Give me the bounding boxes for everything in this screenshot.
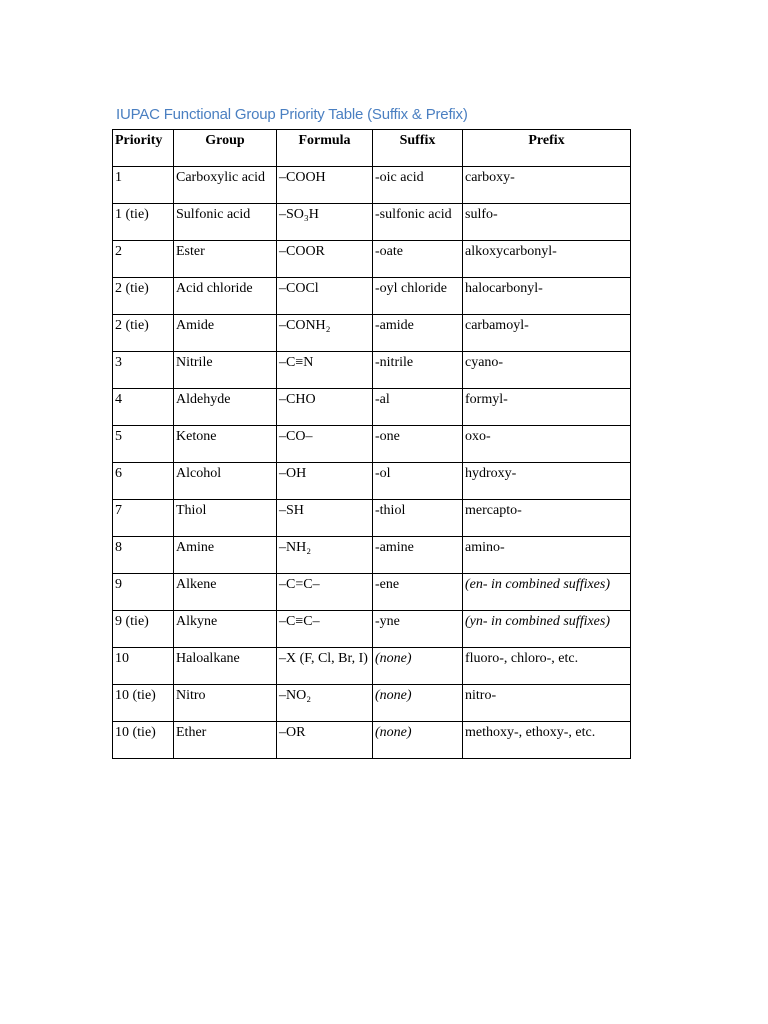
header-priority: Priority: [113, 130, 174, 167]
cell-prefix: fluoro-, chloro-, etc.: [463, 648, 631, 685]
cell-suffix: (none): [373, 648, 463, 685]
cell-priority: 2: [113, 241, 174, 278]
table-row: [113, 722, 631, 759]
cell-group: Thiol: [174, 500, 277, 537]
cell-group: Sulfonic acid: [174, 204, 277, 241]
cell-priority: 2 (tie): [113, 278, 174, 315]
cell-formula: –SO₃H: [277, 204, 373, 241]
table-row: [113, 315, 631, 352]
cell-prefix: carbamoyl-: [463, 315, 631, 352]
cell-suffix: (none): [373, 722, 463, 759]
header-suffix: Suffix: [373, 130, 463, 167]
cell-prefix: mercapto-: [463, 500, 631, 537]
document-title: IUPAC Functional Group Priority Table (Suffix & Prefix): [116, 106, 468, 123]
cell-priority: 10 (tie): [113, 722, 174, 759]
cell-suffix: -nitrile: [373, 352, 463, 389]
cell-formula: –SH: [277, 500, 373, 537]
cell-prefix: cyano-: [463, 352, 631, 389]
cell-group: Carboxylic acid: [174, 167, 277, 204]
cell-formula: –OR: [277, 722, 373, 759]
cell-suffix: -ol: [373, 463, 463, 500]
header-prefix: Prefix: [463, 130, 631, 167]
cell-prefix: hydroxy-: [463, 463, 631, 500]
cell-suffix: (none): [373, 685, 463, 722]
cell-prefix: sulfo-: [463, 204, 631, 241]
cell-group: Ester: [174, 241, 277, 278]
cell-prefix: amino-: [463, 537, 631, 574]
cell-priority: 8: [113, 537, 174, 574]
cell-prefix: formyl-: [463, 389, 631, 426]
cell-priority: 10 (tie): [113, 685, 174, 722]
cell-suffix: -oate: [373, 241, 463, 278]
cell-formula: –CHO: [277, 389, 373, 426]
cell-formula: –C=C–: [277, 574, 373, 611]
cell-group: Alkyne: [174, 611, 277, 648]
cell-formula: –X (F, Cl, Br, I): [277, 648, 373, 685]
cell-priority: 3: [113, 352, 174, 389]
table-row: [113, 685, 631, 722]
cell-prefix: carboxy-: [463, 167, 631, 204]
cell-prefix: methoxy-, ethoxy-, etc.: [463, 722, 631, 759]
table-row: [113, 241, 631, 278]
cell-priority: 1 (tie): [113, 204, 174, 241]
cell-prefix: alkoxycarbonyl-: [463, 241, 631, 278]
cell-prefix: (en- in combined suffixes): [463, 574, 631, 611]
table-row: [113, 463, 631, 500]
table-row: [113, 426, 631, 463]
table-row: [113, 278, 631, 315]
table-row: [113, 537, 631, 574]
cell-group: Nitrile: [174, 352, 277, 389]
cell-suffix: -ene: [373, 574, 463, 611]
cell-formula: –C≡C–: [277, 611, 373, 648]
table-row: [113, 389, 631, 426]
cell-priority: 10: [113, 648, 174, 685]
cell-suffix: -one: [373, 426, 463, 463]
cell-suffix: -amine: [373, 537, 463, 574]
cell-priority: 2 (tie): [113, 315, 174, 352]
cell-group: Amide: [174, 315, 277, 352]
cell-suffix: -oyl chloride: [373, 278, 463, 315]
table-header-row: [113, 130, 631, 167]
cell-group: Alkene: [174, 574, 277, 611]
cell-formula: –CONH₂: [277, 315, 373, 352]
cell-group: Ketone: [174, 426, 277, 463]
cell-priority: 9: [113, 574, 174, 611]
header-formula: Formula: [277, 130, 373, 167]
cell-group: Haloalkane: [174, 648, 277, 685]
cell-priority: 9 (tie): [113, 611, 174, 648]
header-group: Group: [174, 130, 277, 167]
table-body: [113, 167, 631, 759]
cell-formula: –CO–: [277, 426, 373, 463]
cell-group: Nitro: [174, 685, 277, 722]
cell-formula: –NO₂: [277, 685, 373, 722]
cell-group: Acid chloride: [174, 278, 277, 315]
cell-group: Alcohol: [174, 463, 277, 500]
cell-suffix: -yne: [373, 611, 463, 648]
cell-suffix: -al: [373, 389, 463, 426]
cell-group: Ether: [174, 722, 277, 759]
table-row: [113, 352, 631, 389]
cell-priority: 7: [113, 500, 174, 537]
table-row: [113, 204, 631, 241]
cell-prefix: halocarbonyl-: [463, 278, 631, 315]
cell-formula: –COOH: [277, 167, 373, 204]
table-row: [113, 574, 631, 611]
table-row: [113, 500, 631, 537]
cell-formula: –C≡N: [277, 352, 373, 389]
cell-suffix: -thiol: [373, 500, 463, 537]
table-row: [113, 167, 631, 204]
cell-formula: –COCl: [277, 278, 373, 315]
cell-group: Amine: [174, 537, 277, 574]
cell-suffix: -sulfonic acid: [373, 204, 463, 241]
functional-group-priority-table: [112, 129, 631, 759]
cell-priority: 6: [113, 463, 174, 500]
cell-priority: 5: [113, 426, 174, 463]
cell-group: Aldehyde: [174, 389, 277, 426]
cell-prefix: nitro-: [463, 685, 631, 722]
cell-priority: 1: [113, 167, 174, 204]
cell-prefix: oxo-: [463, 426, 631, 463]
table-row: [113, 648, 631, 685]
cell-formula: –OH: [277, 463, 373, 500]
cell-priority: 4: [113, 389, 174, 426]
cell-suffix: -oic acid: [373, 167, 463, 204]
cell-formula: –NH₂: [277, 537, 373, 574]
cell-prefix: (yn- in combined suffixes): [463, 611, 631, 648]
cell-formula: –COOR: [277, 241, 373, 278]
table-row: [113, 611, 631, 648]
cell-suffix: -amide: [373, 315, 463, 352]
